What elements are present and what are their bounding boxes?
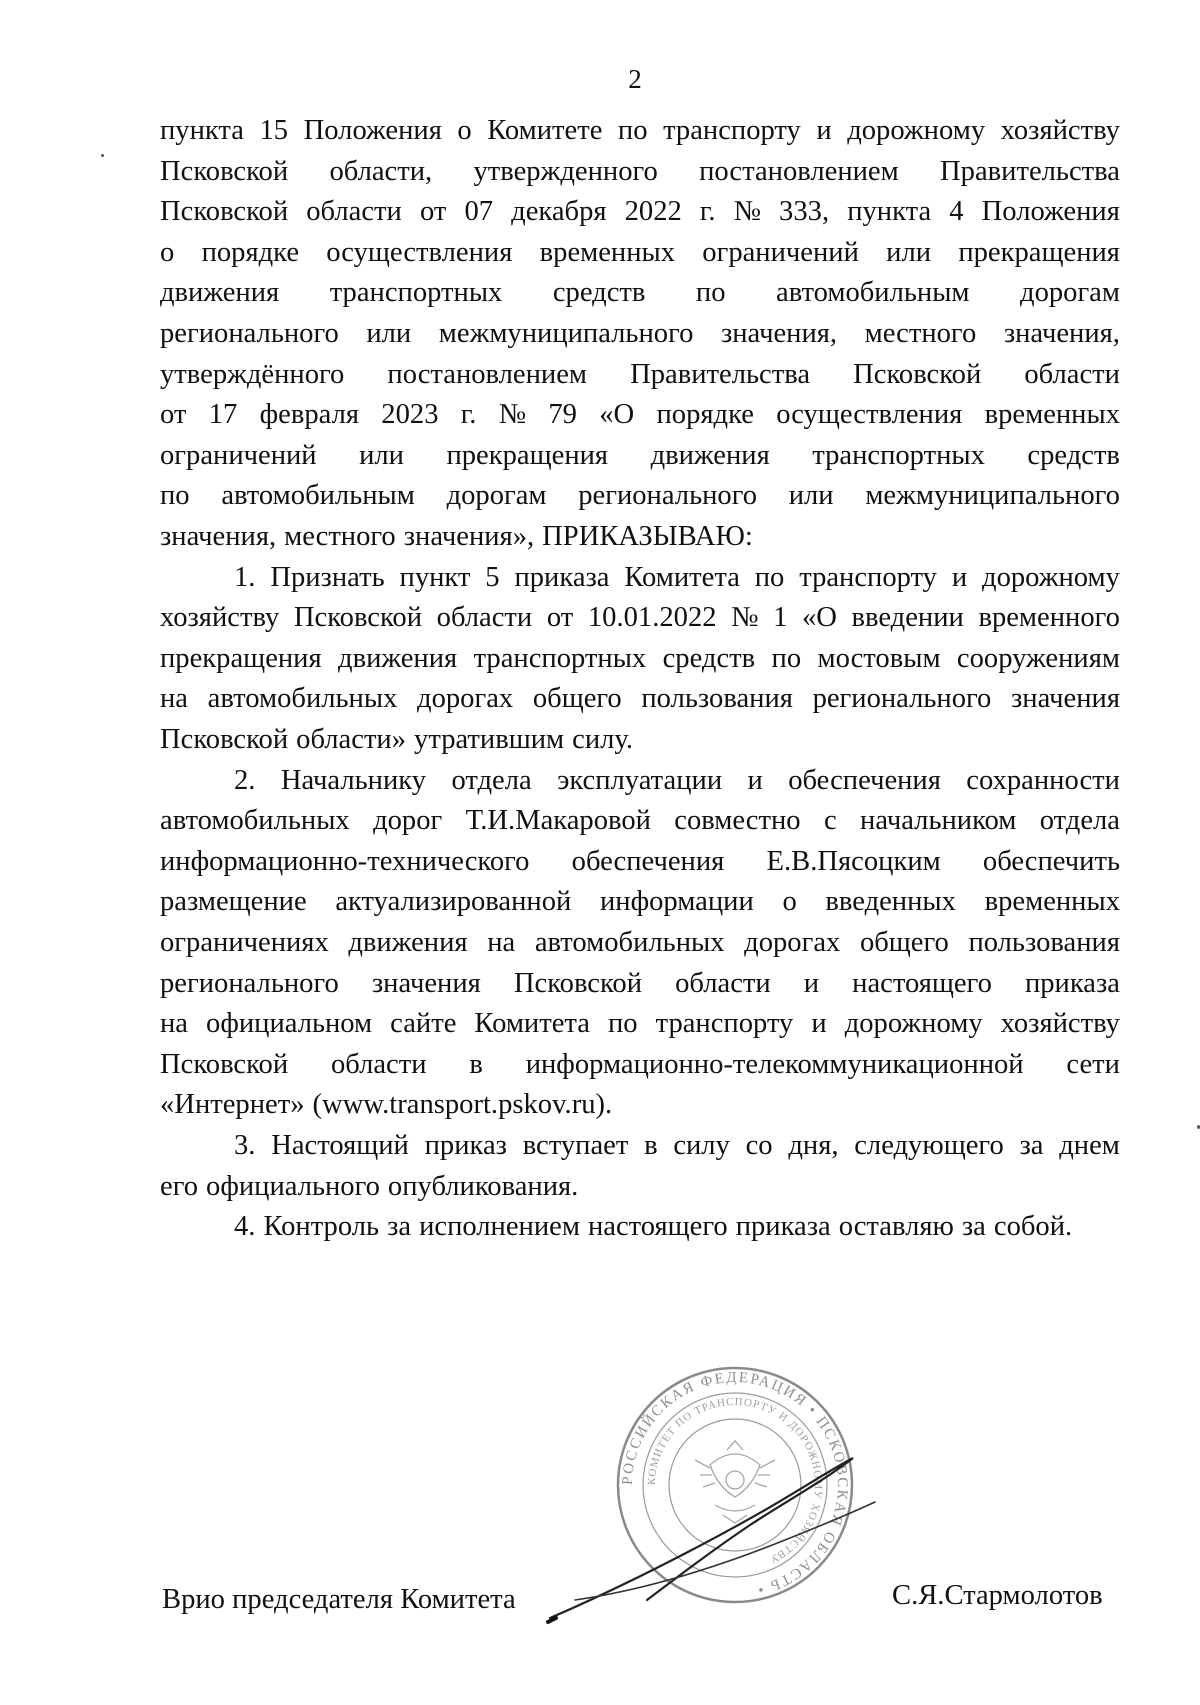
word: Псковской	[513, 967, 643, 999]
word: 2023	[381, 399, 439, 431]
word: значения	[371, 967, 481, 999]
word: от	[419, 196, 447, 228]
word: и	[803, 967, 820, 999]
word: Псковской	[160, 196, 289, 228]
word: движения	[650, 439, 770, 471]
text-line	[160, 198, 1120, 227]
text-line	[160, 967, 1120, 999]
word: в	[469, 1048, 483, 1080]
word: 3.	[234, 1130, 256, 1161]
word: местного	[284, 521, 396, 552]
word: и	[811, 1008, 827, 1040]
handwritten-signature	[545, 1440, 885, 1665]
word: прекращения	[446, 439, 609, 471]
word: 4.	[234, 1211, 256, 1243]
word: февраля	[259, 399, 359, 431]
word: прекращения	[160, 642, 322, 674]
text-line	[160, 807, 1120, 836]
word: приказа	[1024, 967, 1120, 999]
word: Псковской	[853, 358, 982, 390]
word: значения	[1011, 683, 1120, 715]
word: транспортных	[473, 642, 647, 674]
word: Е.В.Пясоцким	[766, 845, 941, 877]
word: автомобильных	[207, 683, 398, 715]
word: дорогам	[446, 480, 547, 512]
word: за	[961, 1211, 986, 1243]
word: отдела	[451, 764, 532, 796]
seal-inner-text: КОМИТЕТ ПО ТРАНСПОРТУ И ДОРОЖНОМУ ХОЗЯЙСТВУ	[645, 1395, 825, 1566]
word: приказа	[735, 1211, 831, 1243]
word: или	[366, 318, 412, 349]
word: общего	[532, 683, 622, 715]
word: о	[782, 886, 797, 918]
word: транспортных	[812, 439, 985, 471]
word: актуализированной	[335, 886, 572, 918]
text-line	[160, 1170, 1120, 1202]
word: автомобильным	[221, 480, 415, 512]
text-line	[160, 1048, 1120, 1080]
word: хозяйству	[1000, 1008, 1120, 1040]
text-line	[160, 929, 1120, 958]
word: опубликования.	[387, 1170, 579, 1202]
word: и	[951, 561, 968, 593]
word: за	[1019, 1130, 1044, 1161]
word: со	[745, 1130, 773, 1161]
word: средств	[662, 642, 756, 674]
word: от	[160, 399, 187, 431]
word: Начальнику	[280, 764, 427, 796]
word: осуществления	[776, 399, 963, 431]
word: пункта	[160, 115, 244, 146]
word: утверждённого	[160, 358, 345, 390]
word: Признать	[270, 561, 385, 593]
word: г.	[699, 196, 716, 228]
word: временных	[539, 236, 676, 268]
word: средств	[1027, 439, 1120, 471]
word: размещение	[160, 886, 307, 918]
word: Комитета	[474, 1008, 590, 1040]
word: утратившим	[414, 724, 565, 755]
word: средств	[552, 277, 646, 309]
word: его	[160, 1170, 199, 1202]
word: или	[359, 439, 404, 471]
word: «О	[801, 602, 837, 634]
word: области	[1024, 358, 1120, 390]
word: силу	[673, 1130, 730, 1161]
word: пользования	[968, 927, 1120, 958]
text-line	[160, 726, 1120, 755]
word: официальном	[206, 1008, 373, 1040]
text-line	[160, 482, 1120, 511]
word: движения	[160, 277, 280, 309]
word: декабря	[511, 196, 607, 228]
word: с	[823, 805, 837, 837]
word: Псковской	[293, 602, 423, 634]
text-line	[160, 236, 1120, 268]
word: области	[675, 967, 771, 999]
word: 79	[548, 399, 577, 431]
word: приказ	[424, 1130, 507, 1161]
word: 07	[464, 196, 494, 228]
word: временных	[984, 399, 1120, 431]
word: постановлением	[387, 358, 588, 390]
word: следующего	[854, 1130, 1004, 1161]
word: «Интернет»	[160, 1089, 305, 1121]
word: начальником	[860, 805, 1017, 837]
word: регионального	[578, 480, 758, 512]
text-line	[234, 561, 1120, 593]
text-line	[160, 155, 1120, 187]
word: приказа	[514, 561, 610, 593]
word: по	[754, 561, 785, 593]
word: по	[617, 115, 648, 146]
word: Контроль	[263, 1211, 380, 1243]
word: совместно	[674, 805, 801, 837]
text-line	[160, 358, 1120, 390]
word: 333,	[779, 196, 830, 228]
word: осуществления	[326, 236, 513, 268]
word: о	[457, 115, 472, 146]
word: вступает	[522, 1130, 629, 1161]
word: межмуниципального	[438, 318, 694, 349]
word: регионального	[160, 318, 339, 349]
word: сохранности	[966, 764, 1120, 796]
signature-graphic	[545, 1440, 885, 1660]
word: временного	[978, 602, 1120, 634]
word: сайте	[390, 1008, 457, 1040]
word: 2.	[234, 764, 256, 796]
word: постановлением	[699, 155, 899, 187]
word: транспорту	[663, 115, 801, 146]
word: эксплуатации	[557, 764, 723, 796]
word: №	[731, 602, 759, 634]
word: днем	[1059, 1130, 1120, 1161]
word: автомобильным	[776, 277, 970, 309]
word: или	[788, 480, 834, 512]
word: 5	[485, 561, 500, 593]
word: оставляю	[838, 1211, 954, 1243]
word: временных	[984, 886, 1120, 918]
text-line	[160, 845, 1120, 877]
word: официального	[206, 1170, 380, 1202]
word: ограничениях	[160, 927, 329, 958]
word: и	[747, 764, 763, 796]
text-line	[234, 764, 1120, 796]
word: Псковской	[160, 155, 289, 187]
word: Правительства	[940, 155, 1120, 187]
word: Комитета	[624, 561, 740, 593]
word: ПРИКАЗЫВАЮ:	[542, 521, 753, 552]
text-line	[160, 604, 1120, 633]
word: (www.transport.pskov.ru).	[312, 1089, 613, 1121]
word: дорожному	[847, 115, 986, 146]
word: или	[886, 236, 932, 268]
word: №	[498, 399, 527, 431]
signatory-name: С.Я.Стармолотов	[892, 1580, 1103, 1611]
word: значения,	[1003, 318, 1120, 349]
text-line	[160, 279, 1120, 308]
word: обеспечить	[982, 845, 1120, 877]
word: по	[607, 1008, 638, 1040]
word: общего	[859, 927, 949, 958]
word: от	[546, 602, 574, 634]
word: введении	[851, 602, 964, 634]
word: по	[695, 277, 726, 309]
page-number: 2	[628, 64, 642, 94]
text-line	[234, 1213, 1120, 1242]
word: порядке	[201, 236, 300, 268]
word: дорогах	[744, 927, 841, 958]
word: дорожному	[982, 561, 1120, 593]
word: 10.01.2022	[587, 602, 717, 634]
word: 1.	[234, 561, 256, 593]
word: на	[160, 1008, 188, 1040]
word: по	[771, 642, 802, 674]
word: Настоящий	[271, 1130, 409, 1161]
word: 4	[949, 196, 964, 228]
word: области	[330, 1048, 427, 1080]
text-line	[160, 685, 1120, 714]
word: мостовым	[817, 642, 941, 674]
word: сети	[1066, 1048, 1120, 1080]
word: и	[816, 115, 832, 146]
word: местного	[864, 318, 977, 349]
signatory-position: Врио председателя Комитета	[162, 1584, 516, 1615]
word: порядке	[656, 399, 754, 431]
text-line	[160, 439, 1120, 471]
word: обеспечения	[788, 764, 941, 796]
word: регионального	[160, 967, 339, 999]
word: транспорту	[799, 561, 937, 593]
text-line	[160, 888, 1120, 917]
scan-speck	[101, 154, 104, 157]
text-line	[160, 1010, 1120, 1039]
word: г.	[460, 399, 477, 431]
text-line	[160, 320, 1120, 349]
word: 2022	[624, 196, 682, 228]
word: дорогах	[417, 683, 514, 715]
word: области»	[296, 724, 407, 755]
word: прекращения	[958, 236, 1120, 268]
word: движения	[338, 642, 458, 674]
word: Положения	[981, 196, 1120, 228]
word: дня,	[788, 1130, 839, 1161]
word: значения»,	[403, 521, 535, 552]
word: дорожному	[844, 1008, 983, 1040]
word: Т.И.Макаровой	[465, 805, 651, 837]
word: области	[306, 196, 402, 228]
word: на	[487, 927, 516, 958]
word: обеспечения	[571, 845, 725, 877]
text-line	[160, 401, 1120, 430]
word: информационно-технического	[160, 845, 530, 877]
word: информации	[599, 886, 754, 918]
word: области,	[329, 155, 433, 187]
word: автомобильных	[534, 927, 725, 958]
word: собой.	[993, 1211, 1073, 1243]
word: Псковской	[160, 724, 289, 755]
text-line	[160, 523, 1120, 552]
word: исполнением	[419, 1211, 580, 1243]
word: пункт	[399, 561, 471, 593]
word: Правительства	[630, 358, 811, 390]
word: за	[387, 1211, 412, 1243]
word: «О	[599, 399, 635, 431]
word: автомобильных	[160, 805, 350, 837]
word: ограничений	[160, 439, 317, 471]
text-line	[160, 642, 1120, 674]
word: пользования	[641, 683, 793, 715]
word: утвержденного	[473, 155, 658, 187]
word: информационно-телекоммуникационной	[525, 1048, 1024, 1080]
word: движения	[348, 927, 468, 958]
word: межмуниципального	[865, 480, 1120, 512]
word: настоящего	[587, 1211, 728, 1243]
text-line	[234, 1132, 1120, 1161]
word: отдела	[1039, 805, 1120, 837]
word: Псковской	[160, 1048, 289, 1080]
word: сооружениям	[956, 642, 1120, 674]
word: силу.	[572, 724, 634, 755]
word: значения,	[160, 521, 277, 552]
word: 15	[259, 115, 289, 146]
word: в	[644, 1130, 658, 1161]
word: области	[436, 602, 533, 634]
word: о	[160, 236, 175, 268]
word: дорог	[373, 805, 443, 837]
word: Положения	[303, 115, 442, 146]
word: дорогам	[1020, 277, 1120, 309]
word: хозяйству	[1000, 115, 1120, 146]
text-line	[160, 1091, 1120, 1120]
word: 17	[208, 399, 238, 431]
word: настоящего	[852, 967, 992, 999]
word: транспорту	[655, 1008, 794, 1040]
word: 1	[773, 602, 788, 634]
word: ограничений	[702, 236, 859, 268]
text-line	[160, 117, 1120, 146]
word: на	[160, 683, 188, 715]
word: по	[160, 480, 190, 512]
word: регионального	[812, 683, 992, 715]
word: Комитете	[487, 115, 603, 146]
word: хозяйству	[160, 602, 280, 634]
word: пункта	[847, 196, 932, 228]
word: введенных	[825, 886, 956, 918]
word: транспортных	[329, 277, 503, 309]
word: значения,	[720, 318, 838, 349]
word: №	[733, 196, 761, 228]
seal-outer-text: РОССИЙСКАЯ ФЕДЕРАЦИЯ • ПСКОВСКАЯ ОБЛАСТЬ •	[619, 1369, 851, 1598]
